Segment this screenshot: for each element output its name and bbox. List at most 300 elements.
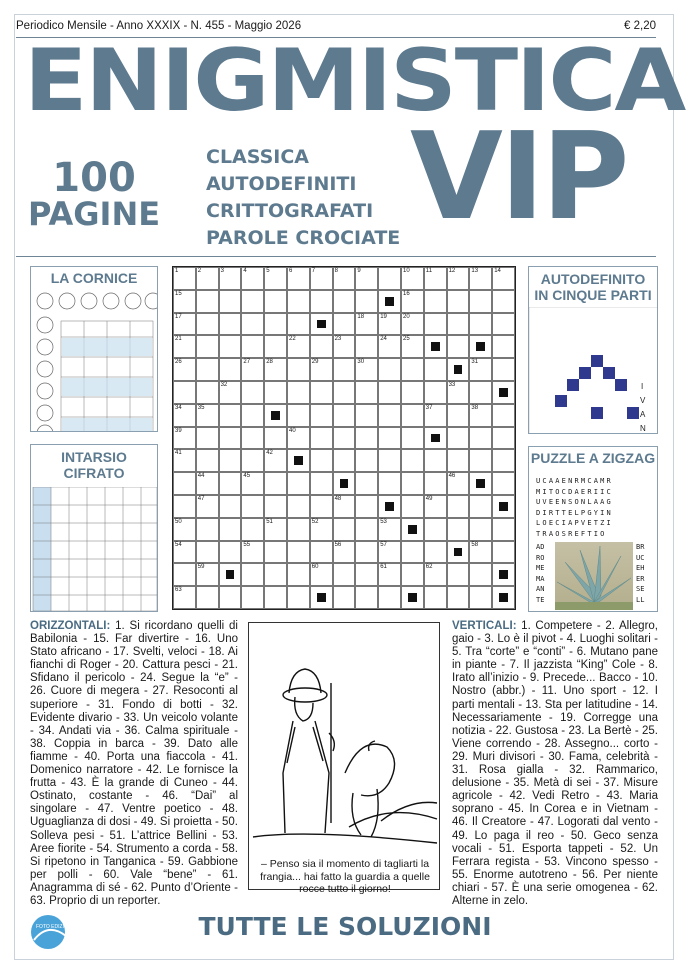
crossword-cell[interactable]: [241, 495, 264, 518]
crossword-cell[interactable]: [401, 563, 424, 586]
crossword-cell[interactable]: [264, 358, 287, 381]
crossword-cell[interactable]: [219, 290, 242, 313]
crossword-cell[interactable]: [173, 267, 196, 290]
black-square: [385, 502, 394, 511]
crossword-cell[interactable]: [447, 449, 470, 472]
crossword-cell[interactable]: [424, 563, 447, 586]
crossword-cell[interactable]: [333, 449, 356, 472]
crossword-grid[interactable]: [172, 266, 516, 610]
crossword-cell[interactable]: [264, 290, 287, 313]
crossword-cell[interactable]: [241, 449, 264, 472]
crossword-cell[interactable]: [310, 404, 333, 427]
crossword-cell[interactable]: [355, 381, 378, 404]
zigzag-row: TRAOSREFTIO: [536, 529, 607, 538]
crossword-cell[interactable]: [264, 449, 287, 472]
crossword-cell[interactable]: [196, 449, 219, 472]
crossword-cell[interactable]: [355, 358, 378, 381]
crossword-cell[interactable]: [469, 495, 492, 518]
crossword-cell[interactable]: [173, 518, 196, 541]
crossword-cell[interactable]: [424, 267, 447, 290]
zigzag-row: UCAAENRMCAMR: [536, 477, 613, 485]
crossword-cell[interactable]: [447, 313, 470, 336]
crossword-cell[interactable]: [196, 358, 219, 381]
crossword-cell[interactable]: [492, 313, 515, 336]
crossword-cell[interactable]: [264, 563, 287, 586]
issue-info: Periodico Mensile - Anno XXXIX - N. 455 - Maggio 2026: [16, 20, 302, 32]
crossword-cell[interactable]: [219, 335, 242, 358]
crossword-cell[interactable]: [378, 381, 401, 404]
crossword-cell[interactable]: [424, 449, 447, 472]
cell-number: 2: [197, 268, 202, 274]
crossword-cell[interactable]: [447, 495, 470, 518]
crossword-cell[interactable]: [355, 267, 378, 290]
crossword-cell[interactable]: [196, 472, 219, 495]
crossword-cell[interactable]: [264, 518, 287, 541]
pages-badge: [28, 155, 161, 233]
crossword-cell[interactable]: [173, 586, 196, 609]
black-square: [294, 456, 303, 465]
crossword-cell[interactable]: [447, 404, 470, 427]
black-square: [408, 525, 417, 534]
cell-number: 3: [220, 268, 224, 274]
crossword-cell[interactable]: [333, 381, 356, 404]
black-square: [385, 297, 394, 306]
crossword-cell[interactable]: [173, 381, 196, 404]
cartoon-frame: [248, 622, 440, 890]
crossword-cell[interactable]: [401, 404, 424, 427]
crossword-cell[interactable]: [447, 267, 470, 290]
crossword-cell[interactable]: [219, 313, 242, 336]
crossword-cell[interactable]: [264, 541, 287, 564]
black-square: [431, 434, 440, 443]
crossword-cell[interactable]: [196, 541, 219, 564]
svg-text:A: A: [640, 410, 646, 419]
crossword-cell[interactable]: [287, 541, 310, 564]
crossword-cell[interactable]: [492, 267, 515, 290]
crossword-cell[interactable]: [173, 563, 196, 586]
cell-number: 11: [425, 268, 433, 274]
cell-number: 46: [448, 473, 456, 480]
cell-number: 23: [334, 336, 342, 343]
zigzag-letters: [536, 476, 658, 539]
cell-number: 8: [334, 268, 338, 274]
black-square: [226, 570, 235, 579]
crossword-cell[interactable]: [173, 541, 196, 564]
crossword-cell[interactable]: [310, 495, 333, 518]
crossword-cell[interactable]: [447, 290, 470, 313]
crossword-cell[interactable]: [492, 495, 515, 518]
crossword-cell[interactable]: [355, 586, 378, 609]
crossword-cell[interactable]: [196, 563, 219, 586]
crossword-cell[interactable]: [196, 381, 219, 404]
crossword-cell[interactable]: [241, 563, 264, 586]
cell-number: 25: [402, 336, 410, 343]
cell-number: 40: [288, 427, 296, 434]
crossword-cell[interactable]: [447, 381, 470, 404]
crossword-cell[interactable]: [287, 267, 310, 290]
crossword-cell[interactable]: [173, 290, 196, 313]
crossword-cell[interactable]: [355, 290, 378, 313]
crossword-cell[interactable]: [173, 427, 196, 450]
crossword-cell[interactable]: [447, 541, 470, 564]
cell-number: 28: [266, 359, 273, 366]
crossword-cell[interactable]: [424, 335, 447, 358]
crossword-cell[interactable]: [401, 586, 424, 609]
crossword-cell[interactable]: [447, 518, 470, 541]
crossword-cell[interactable]: [219, 427, 242, 450]
crossword-cell[interactable]: [355, 563, 378, 586]
crossword-cell[interactable]: [241, 381, 264, 404]
crossword-cell[interactable]: [196, 586, 219, 609]
crossword-cell[interactable]: [447, 563, 470, 586]
crossword-cell[interactable]: [447, 358, 470, 381]
crossword-cell[interactable]: [424, 404, 447, 427]
crossword-cell[interactable]: [173, 313, 196, 336]
clues-verticali: [452, 620, 658, 908]
autodefinito-preview: [529, 307, 658, 434]
cell-number: 18: [357, 313, 365, 320]
crossword-cell[interactable]: [378, 427, 401, 450]
category-list: [206, 144, 400, 252]
crossword-cell[interactable]: [401, 427, 424, 450]
crossword-cell[interactable]: [378, 358, 401, 381]
crossword-cell[interactable]: [219, 381, 242, 404]
crossword-cell[interactable]: [424, 290, 447, 313]
zigzag-cell: TE: [536, 595, 545, 604]
crossword-cell[interactable]: [219, 358, 242, 381]
crossword-cell[interactable]: [196, 495, 219, 518]
crossword-cell[interactable]: [424, 518, 447, 541]
zigzag-cell: MA: [536, 574, 545, 583]
publisher-logo-icon: [26, 912, 76, 950]
crossword-cell[interactable]: [287, 586, 310, 609]
crossword-cell[interactable]: [492, 335, 515, 358]
crossword-cell[interactable]: [401, 358, 424, 381]
panel-la-cornice: [30, 266, 158, 432]
crossword-cell[interactable]: [378, 563, 401, 586]
crossword-cell[interactable]: [310, 290, 333, 313]
crossword-cell[interactable]: [492, 563, 515, 586]
crossword-cell[interactable]: [447, 472, 470, 495]
cartoon-illustration: [249, 623, 439, 855]
crossword-cell[interactable]: [310, 267, 333, 290]
crossword-cell[interactable]: [287, 381, 310, 404]
crossword-cell[interactable]: [264, 495, 287, 518]
cell-number: 6: [288, 268, 293, 274]
crossword-cell[interactable]: [173, 472, 196, 495]
crossword-cell[interactable]: [173, 335, 196, 358]
crossword-cell[interactable]: [173, 449, 196, 472]
crossword-cell[interactable]: [310, 358, 333, 381]
crossword-cell[interactable]: [333, 427, 356, 450]
category-item: CRITTOGRAFATI: [206, 200, 374, 222]
crossword-cell[interactable]: [469, 472, 492, 495]
crossword-cell[interactable]: [378, 313, 401, 336]
crossword-cell[interactable]: [401, 495, 424, 518]
crossword-cell[interactable]: [401, 381, 424, 404]
crossword-cell[interactable]: [378, 541, 401, 564]
cell-number: 55: [243, 541, 251, 548]
crossword-cell[interactable]: [310, 563, 333, 586]
crossword-cell[interactable]: [492, 358, 515, 381]
crossword-cell[interactable]: [401, 472, 424, 495]
crossword-cell[interactable]: [355, 404, 378, 427]
crossword-cell[interactable]: [401, 518, 424, 541]
crossword-cell[interactable]: [196, 267, 219, 290]
crossword-cell[interactable]: [355, 449, 378, 472]
crossword-cell[interactable]: [241, 427, 264, 450]
crossword-cell[interactable]: [492, 290, 515, 313]
category-item: CLASSICA: [206, 146, 309, 168]
crossword-cell[interactable]: [378, 518, 401, 541]
zigzag-cell: BR: [636, 543, 645, 551]
cell-number: 57: [380, 541, 387, 548]
crossword-cell[interactable]: [333, 290, 356, 313]
solutions-banner: TUTTE LE SOLUZIONI: [198, 912, 492, 941]
crossword-cell[interactable]: [469, 290, 492, 313]
cell-number: 13: [471, 268, 479, 274]
crossword-cell[interactable]: [310, 541, 333, 564]
crossword-cell[interactable]: [219, 586, 242, 609]
crossword-cell[interactable]: [492, 472, 515, 495]
black-square: [431, 342, 440, 351]
crossword-cell[interactable]: [264, 381, 287, 404]
crossword-cell[interactable]: [469, 404, 492, 427]
crossword-cell[interactable]: [310, 472, 333, 495]
crossword-cell[interactable]: [264, 427, 287, 450]
crossword-cell[interactable]: [287, 313, 310, 336]
cell-number: 54: [175, 541, 182, 548]
crossword-cell[interactable]: [492, 381, 515, 404]
cell-number: 50: [175, 518, 182, 525]
crossword-cell[interactable]: [424, 313, 447, 336]
crossword-cell[interactable]: [469, 541, 492, 564]
publisher-logo: [26, 912, 76, 950]
crossword-cell[interactable]: [378, 267, 401, 290]
crossword-cell[interactable]: [196, 404, 219, 427]
crossword-cell[interactable]: [447, 586, 470, 609]
zigzag-left-column: [536, 542, 554, 605]
crossword-cell[interactable]: [401, 267, 424, 290]
black-square: [476, 342, 485, 351]
crossword-cell[interactable]: [310, 313, 333, 336]
cell-number: 7: [311, 268, 316, 274]
crossword-cell[interactable]: [333, 472, 356, 495]
cell-number: 21: [175, 336, 182, 343]
crossword-cell[interactable]: [424, 427, 447, 450]
crossword-cell[interactable]: [264, 472, 287, 495]
zigzag-cell: ER: [636, 574, 645, 583]
crossword-cell[interactable]: [492, 404, 515, 427]
crossword-cell[interactable]: [310, 427, 333, 450]
crossword-cell[interactable]: [287, 404, 310, 427]
zigzag-row: MITOCDAERIIC: [536, 487, 613, 496]
crossword-cell[interactable]: [287, 427, 310, 450]
crossword-cell[interactable]: [401, 313, 424, 336]
crossword-cell[interactable]: [310, 518, 333, 541]
crossword-cell[interactable]: [469, 267, 492, 290]
crossword-cell[interactable]: [241, 335, 264, 358]
crossword-cell[interactable]: [378, 586, 401, 609]
clues-text: 1. Competere - 2. Allegro, gaio - 3. Lo è il pivot - 4. Luoghi solitari - 5. Tra “corte” e “conti” - 6. Mutano pane in piante - 7. Il jazzista “King” Cole - 8. Irato all’inizio - 9. Precede... Bacco - 10. Nostro (abbr.) - 11. Uno sport - 12. I parti mentali - 13. Sta per latitudine - 14. Necessariamente - 19. Corregge una notizia - 22. Gustosa - 23. La Bertè - 25. Viene correndo - 28. Assegno... corto - 29. Muri divisori - 30. Fama, celebrità - 31. Rosa gialla - 32. Rammarico, delusione - 35. Metà di sei - 37. Misure agricole - 42. Vedi Retro - 43. Maria soprano - 45. In Corea e in Vietnam - 46. Il Creatore - 47. Logorati dal vento - 49. Lo paga il reo - 50. Geco senza vocali - 51. Esporta tappeti - 52. Un Ferrara regista - 53. Vincono spesso - 55. Enorme autotreno - 56. Per niente chiari - 57. È una serie omogenea - 62. Alterne in zelo.: [452, 620, 658, 907]
cell-number: 53: [380, 518, 387, 525]
crossword-cell[interactable]: [287, 290, 310, 313]
crossword-cell[interactable]: [196, 313, 219, 336]
crossword-cell[interactable]: [310, 335, 333, 358]
panel-title: LA CORNICE: [50, 270, 138, 286]
crossword-cell[interactable]: [196, 427, 219, 450]
crossword-cell[interactable]: [241, 313, 264, 336]
zigzag-right-column: [636, 542, 654, 605]
crossword-cell[interactable]: [492, 449, 515, 472]
cell-number: 31: [471, 359, 479, 366]
crossword-cell[interactable]: [287, 563, 310, 586]
crossword-cell[interactable]: [241, 518, 264, 541]
crossword-cell[interactable]: [287, 495, 310, 518]
crossword-cell[interactable]: [469, 335, 492, 358]
crossword-cell[interactable]: [469, 449, 492, 472]
crossword-cell[interactable]: [469, 358, 492, 381]
crossword-cell[interactable]: [401, 290, 424, 313]
crossword-cell[interactable]: [173, 404, 196, 427]
crossword-cell[interactable]: [333, 358, 356, 381]
crossword-cell[interactable]: [355, 427, 378, 450]
crossword-cell[interactable]: [333, 541, 356, 564]
crossword-cell[interactable]: [241, 472, 264, 495]
crossword-cell[interactable]: [219, 267, 242, 290]
crossword-cell[interactable]: [241, 358, 264, 381]
crossword-cell[interactable]: [355, 313, 378, 336]
crossword-cell[interactable]: [219, 404, 242, 427]
crossword-cell[interactable]: [219, 449, 242, 472]
crossword-cell[interactable]: [355, 518, 378, 541]
crossword-cell[interactable]: [469, 586, 492, 609]
crossword-cell[interactable]: [355, 541, 378, 564]
crossword-cell[interactable]: [264, 586, 287, 609]
intarsio-preview: [31, 487, 158, 611]
crossword-cell[interactable]: [492, 586, 515, 609]
crossword-cell[interactable]: [424, 358, 447, 381]
crossword-cell[interactable]: [333, 518, 356, 541]
crossword-cell[interactable]: [287, 518, 310, 541]
black-square: [317, 593, 326, 602]
crossword-cell[interactable]: [355, 472, 378, 495]
crossword-cell[interactable]: [401, 335, 424, 358]
crossword-cell[interactable]: [378, 472, 401, 495]
crossword-cell[interactable]: [469, 563, 492, 586]
crossword-cell[interactable]: [173, 495, 196, 518]
crossword-cell[interactable]: [219, 563, 242, 586]
crossword-cell[interactable]: [219, 472, 242, 495]
crossword-cells[interactable]: [173, 267, 515, 609]
crossword-cell[interactable]: [310, 586, 333, 609]
crossword-cell[interactable]: [492, 541, 515, 564]
crossword-cell[interactable]: [355, 495, 378, 518]
crossword-cell[interactable]: [401, 541, 424, 564]
black-square: [499, 388, 508, 397]
crossword-cell[interactable]: [264, 404, 287, 427]
crossword-cell[interactable]: [424, 541, 447, 564]
black-square: [499, 570, 508, 579]
crossword-cell[interactable]: [241, 586, 264, 609]
crossword-cell[interactable]: [401, 449, 424, 472]
crossword-cell[interactable]: [469, 518, 492, 541]
black-square: [454, 365, 463, 374]
crossword-cell[interactable]: [219, 495, 242, 518]
panel-title: AUTODEFINITO IN CINQUE PARTI: [534, 271, 652, 303]
crossword-cell[interactable]: [241, 290, 264, 313]
crossword-cell[interactable]: [287, 358, 310, 381]
crossword-cell[interactable]: [378, 290, 401, 313]
crossword-cell[interactable]: [333, 563, 356, 586]
crossword-cell[interactable]: [378, 449, 401, 472]
crossword-cell[interactable]: [333, 267, 356, 290]
zigzag-row: UVEENSONLAAG: [536, 498, 613, 506]
crossword-cell[interactable]: [173, 358, 196, 381]
cell-number: 39: [175, 427, 182, 434]
crossword-cell[interactable]: [492, 518, 515, 541]
crossword-cell[interactable]: [196, 290, 219, 313]
crossword-cell[interactable]: [287, 472, 310, 495]
crossword-cell[interactable]: [287, 449, 310, 472]
zigzag-cell: EH: [636, 564, 645, 572]
crossword-cell[interactable]: [424, 495, 447, 518]
crossword-cell[interactable]: [310, 449, 333, 472]
crossword-cell[interactable]: [378, 495, 401, 518]
cell-number: 5: [266, 268, 270, 274]
crossword-cell[interactable]: [310, 381, 333, 404]
crossword-cell[interactable]: [241, 404, 264, 427]
crossword-cell[interactable]: [264, 313, 287, 336]
zigzag-cell: RO: [536, 553, 545, 562]
crossword-cell[interactable]: [492, 427, 515, 450]
crossword-cell[interactable]: [219, 518, 242, 541]
crossword-cell[interactable]: [333, 495, 356, 518]
crossword-cell[interactable]: [333, 404, 356, 427]
crossword-cell[interactable]: [196, 335, 219, 358]
crossword-cell[interactable]: [469, 313, 492, 336]
crossword-cell[interactable]: [469, 381, 492, 404]
crossword-cell[interactable]: [469, 427, 492, 450]
zigzag-cell: SE: [636, 585, 645, 593]
cell-number: 44: [197, 473, 205, 480]
crossword-cell[interactable]: [424, 472, 447, 495]
crossword-cell[interactable]: [424, 586, 447, 609]
crossword-cell[interactable]: [447, 427, 470, 450]
crossword-cell[interactable]: [287, 335, 310, 358]
crossword-cell[interactable]: [333, 335, 356, 358]
agave-photo: [555, 542, 633, 610]
cell-number: 62: [425, 564, 433, 571]
crossword-cell[interactable]: [447, 335, 470, 358]
cell-number: 35: [197, 404, 205, 411]
crossword-cell[interactable]: [196, 518, 219, 541]
crossword-cell[interactable]: [241, 541, 264, 564]
crossword-cell[interactable]: [378, 335, 401, 358]
crossword-cell[interactable]: [424, 381, 447, 404]
crossword-cell[interactable]: [333, 586, 356, 609]
panel-title: PUZZLE A ZIGZAG: [530, 450, 656, 466]
crossword-cell[interactable]: [333, 313, 356, 336]
crossword-cell[interactable]: [264, 335, 287, 358]
crossword-cell[interactable]: [241, 267, 264, 290]
crossword-cell[interactable]: [378, 404, 401, 427]
crossword-cell[interactable]: [219, 541, 242, 564]
crossword-cell[interactable]: [264, 267, 287, 290]
black-square: [408, 593, 417, 602]
black-square: [476, 479, 485, 488]
crossword-cell[interactable]: [355, 335, 378, 358]
